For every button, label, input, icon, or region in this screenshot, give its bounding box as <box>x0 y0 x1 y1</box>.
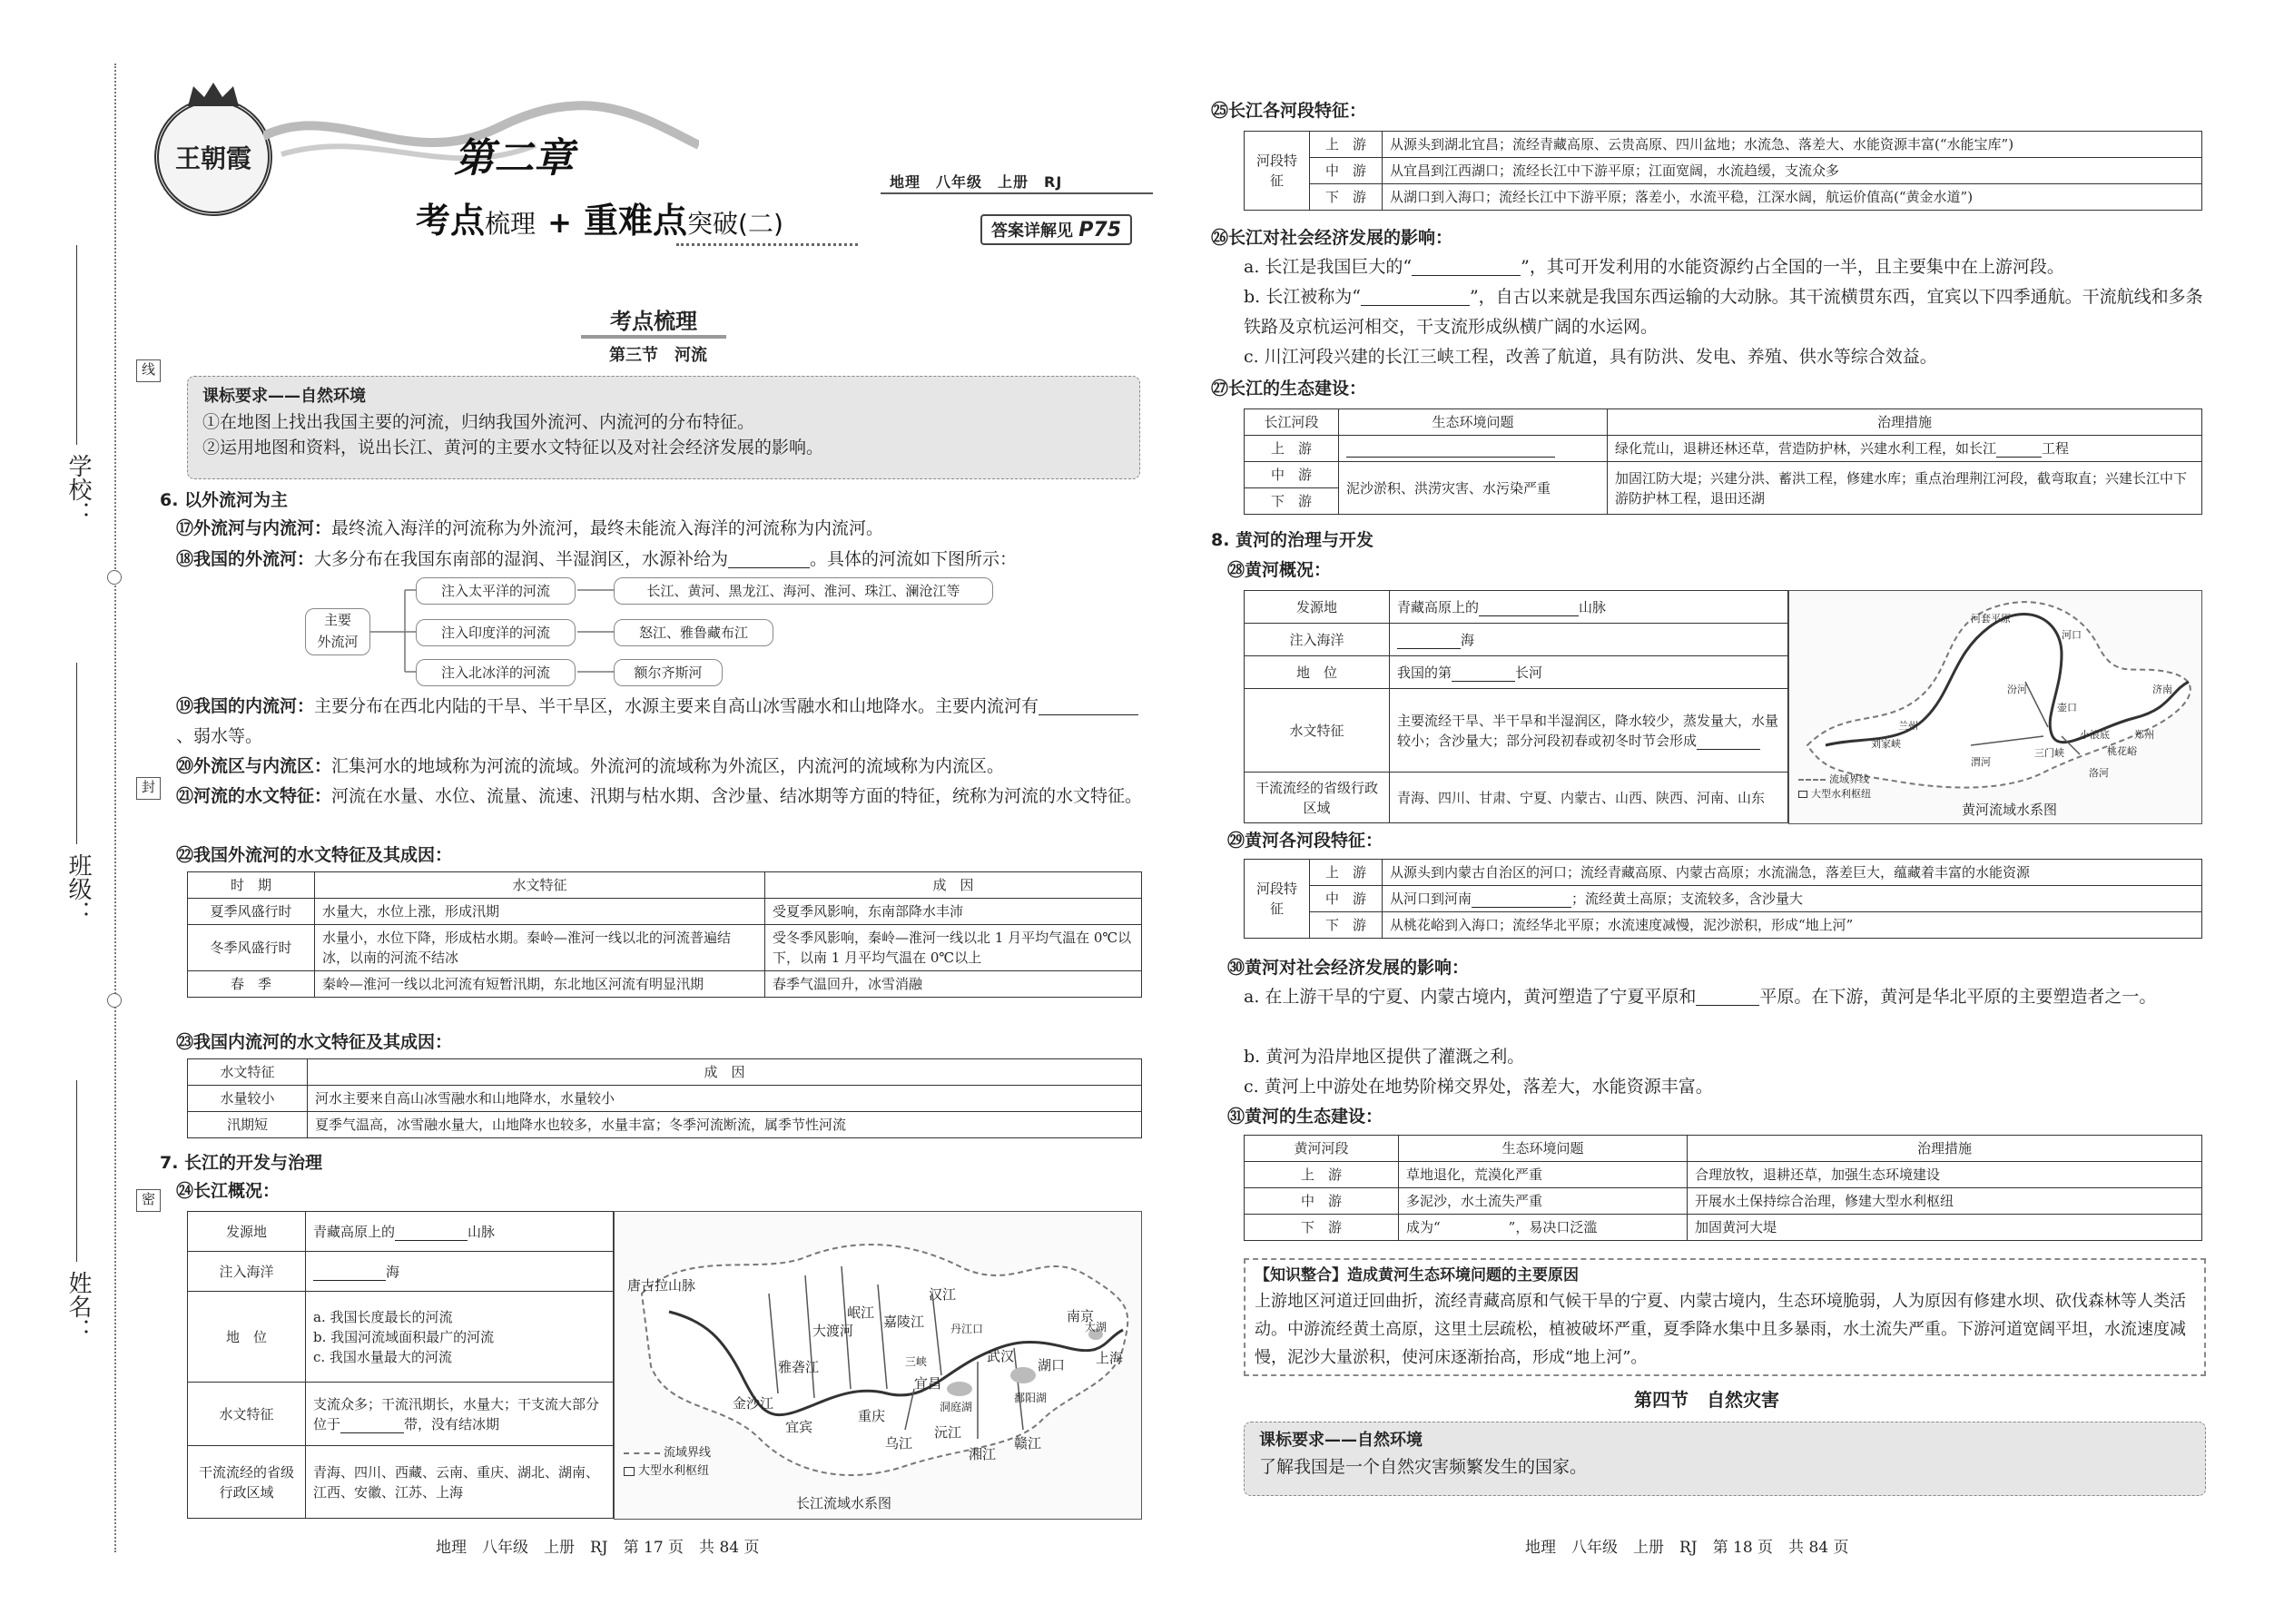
map-label: 唐古拉山脉 <box>627 1277 696 1294</box>
yangtze-basin-map <box>614 1211 1142 1520</box>
table-row: 水量较小 河水主要来自高山冰雪融水和山地降水，水量较小 <box>188 1086 1142 1112</box>
name-field[interactable] <box>76 1080 77 1262</box>
map-label: 鄱阳湖 <box>1014 1392 1048 1404</box>
map-label: 洞庭湖 <box>940 1401 973 1413</box>
map-legend: 流域界线 大型水利枢纽 <box>1798 773 1871 802</box>
school-field[interactable] <box>76 245 77 445</box>
map-legend: 流域界线 大型水利枢纽 <box>624 1444 711 1481</box>
table-outflow-hydrology <box>187 871 1142 998</box>
table-row: 干流流经的省级行政区域 青海、四川、甘肃、宁夏、内蒙古、山西、陕西、河南、山东 <box>1245 773 1788 823</box>
fill-blank[interactable] <box>728 552 810 568</box>
tree-branch: 注入太平洋的河流 <box>416 577 576 605</box>
table-row: 河段特征 上 游 从源头到湖北宜昌；流经青藏高原、云贵高原、四川盆地；水流急、落差大、水能资源丰富(“水能宝库”) <box>1245 132 2202 158</box>
table-row: 发源地 青藏高原上的 山脉 <box>1245 591 1788 624</box>
map-label: 河口 <box>2062 629 2082 641</box>
map-label: 岷江 <box>847 1304 875 1321</box>
map-label: 太湖 <box>1085 1321 1108 1334</box>
course-info-rule <box>881 192 1153 194</box>
fill-blank[interactable] <box>1697 733 1760 750</box>
table-yangtze-sections <box>1244 131 2202 211</box>
map-label: 汉江 <box>929 1286 957 1303</box>
table-row: 汛期短 夏季气温高，冰雪融水量大，山地降水也较多，水量丰富；冬季河流断流，属季节性河流 <box>188 1112 1142 1138</box>
table-header: 时 期 <box>188 872 315 899</box>
class-field[interactable] <box>76 663 77 844</box>
table-header: 成 因 <box>765 872 1142 899</box>
map-label: 南京 <box>1067 1308 1095 1324</box>
table-header: 生态环境问题 <box>1399 1136 1688 1162</box>
table-row: 地 位 我国的第 长河 <box>1245 656 1788 689</box>
table-row: 中 游 泥沙淤积、洪涝灾害、水污染严重 加固江防大堤；兴建分洪、蓄洪工程，修建水库；重点治理荆江河段，截弯取直；兴建长江中下游防护林工程，退田还湖 <box>1245 462 2202 488</box>
map-label: 湘江 <box>969 1446 997 1462</box>
table-row: 下 游 从湖口到入海口；流经长江中下游平原；落差小，水流平稳，江深水阔，航运价值高(“黄金水道”) <box>1245 184 2202 211</box>
map-label: 沅江 <box>934 1424 962 1441</box>
fill-blank[interactable] <box>1472 891 1571 908</box>
answer-reference: 答案详解见 P75 <box>980 214 1132 245</box>
fill-blank[interactable] <box>1397 633 1461 649</box>
tree-branch: 注入印度洋的河流 <box>416 619 576 646</box>
seal-mark-secret: 密 <box>136 1189 161 1212</box>
para-30-label: ㉚黄河对社会经济发展的影响： <box>1227 958 1470 978</box>
table-header: 黄河河段 <box>1245 1136 1399 1162</box>
para-30a: a. 在上游干旱的宁夏、内蒙古境内，黄河塑造了宁夏平原和 平原。在下游，黄河是华北平原的主要塑造者之一。 <box>1244 987 2157 1007</box>
name-label: 姓名： <box>64 1271 92 1342</box>
seal-mark-seal: 封 <box>136 777 161 800</box>
knowledge-integration-box <box>1244 1258 2206 1376</box>
map-label: 三门峡 <box>2034 747 2064 759</box>
title-underline <box>676 243 858 246</box>
map-label: 汾河 <box>2007 684 2027 695</box>
logo: 王朝霞 <box>154 98 272 216</box>
para-25-label: ㉕长江各河段特征： <box>1211 101 1367 121</box>
integration-title: 【知识整合】造成黄河生态环境问题的主要原因 <box>1255 1266 1579 1284</box>
table-header: 水文特征 <box>315 872 765 899</box>
table-row: 下 游 <box>1245 488 2202 515</box>
map-label: 洛河 <box>2089 767 2109 779</box>
heading-7: 7. 长江的开发与治理 <box>160 1153 323 1173</box>
table-row: 中 游 从河口到河南 ；流经黄土高原；支流较多，含沙量大 <box>1245 886 2202 912</box>
dam-icon <box>624 1467 635 1476</box>
binding-line <box>114 64 116 1552</box>
map-label: 金沙江 <box>733 1395 774 1412</box>
req-title: 课标要求——自然环境 <box>202 387 366 406</box>
map-label: 乌江 <box>885 1435 913 1452</box>
table-row: 水文特征 支流众多；干流汛期长，水量大；干支流大部分位于 带，没有结冰期 <box>188 1383 614 1446</box>
table-yellow-river-overview <box>1244 590 1788 823</box>
map-label: 宜宾 <box>785 1419 813 1435</box>
fill-blank[interactable] <box>1452 665 1515 682</box>
tree-branch: 注入北冰洋的河流 <box>416 659 576 686</box>
map-label: 赣江 <box>1014 1435 1042 1452</box>
para-19: ⑲我国的内流河：主要分布在西北内陆的干旱、半干旱区，水源主要来自高山冰雪融水和山地降水。主要内流河有、弱水等。 <box>176 692 1147 752</box>
map-label: 刘家峡 <box>1871 738 1901 750</box>
para-27-label: ㉗长江的生态建设： <box>1211 379 1367 399</box>
page-footer-right: 地理 八年级 上册 RJ 第 18 页 共 84 页 <box>1525 1539 1849 1557</box>
map-label: 重庆 <box>858 1408 886 1424</box>
para-21: ㉑河流的水文特征：河流在水量、水位、流量、流速、汛期与枯水期、含沙量、结冰期等方面的特征，统称为河流的水文特征。 <box>176 786 1143 806</box>
table-row: 下 游 从桃花峪到入海口；流经华北平原；水流速度减慢，泥沙淤积，形成“地上河” <box>1245 912 2202 939</box>
chapter-title: 第二章 <box>454 135 574 182</box>
table-header: 治理措施 <box>1608 409 2202 436</box>
page-footer-left: 地理 八年级 上册 RJ 第 17 页 共 84 页 <box>436 1539 760 1557</box>
para-29-label: ㉙黄河各河段特征： <box>1227 831 1383 851</box>
tree-leaf: 长江、黄河、黑龙江、海河、淮河、珠江、澜沧江等 <box>614 577 993 605</box>
para-31-label: ㉛黄河的生态建设： <box>1227 1107 1383 1127</box>
table-row: 冬季风盛行时 水量小，水位下降，形成枯水期。秦岭—淮河一线以北的河流普遍结冰，以南的河流不结冰 受冬季风影响，秦岭—淮河一线以北 1 月平均气温在 0℃以下，以南 1 月平均气温在 0℃以上 <box>188 925 1142 971</box>
tree-leaf: 怒江、雅鲁藏布江 <box>614 619 773 646</box>
section-banner: 考点梳理 <box>581 303 726 339</box>
fill-blank[interactable] <box>1479 600 1579 616</box>
table-row: 水文特征 主要流经干旱、半干旱和半湿润区，降水较少，蒸发量大，水量较小；含沙量大；部分河段初春或初冬时节会形成 <box>1245 689 1788 773</box>
map-label: 雅砻江 <box>778 1359 820 1375</box>
req-item: ①在地图上找出我国主要的河流，归纳我国外流河、内流河的分布特征。 <box>202 412 755 432</box>
table-row: 春 季 秦岭—淮河一线以北河流有短暂汛期，东北地区河流有明显汛期 春季气温回升，冰雪消融 <box>188 971 1142 998</box>
para-26-label: ㉖长江对社会经济发展的影响： <box>1211 228 1453 248</box>
binding-hole-icon <box>107 993 122 1008</box>
table-yangtze-overview <box>187 1211 614 1519</box>
map-label: 宜昌 <box>914 1375 942 1392</box>
para-18: ⑱我国的外流河：大多分布在我国东南部的湿润、半湿润区，水源补给为 。具体的河流如下图所示： <box>176 549 1018 569</box>
para-28-label: ㉘黄河概况： <box>1227 560 1332 580</box>
section-title: 第三节 河流 <box>609 346 707 365</box>
class-label: 班级： <box>64 853 92 924</box>
fill-blank[interactable] <box>1346 441 1555 458</box>
req-item: 了解我国是一个自然灾害频繁发生的国家。 <box>1259 1457 1588 1477</box>
school-label: 学校： <box>64 454 92 525</box>
para-26c: c. 川江河段兴建的长江三峡工程，改善了航道，具有防洪、发电、养殖、供水等综合效益。 <box>1244 347 1937 367</box>
table-row: 地 位 a. 我国长度最长的河流 b. 我国河流域面积最广的河流 c. 我国水量最大的河流 <box>188 1292 614 1383</box>
binding-margin <box>0 0 156 1624</box>
table-yellow-river-sections <box>1244 859 2202 939</box>
table-yangtze-ecology <box>1244 408 2202 515</box>
table-row: 下 游 成为“ ”，易决口泛滥 加固黄河大堤 <box>1245 1215 2202 1241</box>
para-30c: c. 黄河上中游处在地势阶梯交界处，落差大，水能资源丰富。 <box>1244 1077 1713 1097</box>
map-label: 郑州 <box>2134 729 2154 741</box>
map-label: 桃花峪 <box>2107 745 2137 757</box>
table-inland-hydrology <box>187 1058 1142 1138</box>
fill-blank[interactable] <box>395 1225 468 1241</box>
crown-icon <box>184 81 242 108</box>
table-header: 生态环境问题 <box>1339 409 1608 436</box>
map-title: 长江流域水系图 <box>796 1495 892 1511</box>
map-label: 上海 <box>1096 1350 1124 1366</box>
map-title: 黄河流域水系图 <box>1962 802 2058 818</box>
table-row: 发源地 青藏高原上的 山脉 <box>188 1212 614 1252</box>
binding-hole-icon <box>107 570 122 585</box>
table-row: 上 游 绿化荒山，退耕还林还草，营造防护林，兴建水利工程，如长江 工程 <box>1245 436 2202 462</box>
map-label: 河套平原 <box>1971 613 2011 625</box>
para-24-label: ㉔长江概况： <box>176 1181 281 1201</box>
course-info: 地理 八年级 上册 RJ <box>890 173 1063 191</box>
dam-icon <box>1798 791 1807 798</box>
table-row: 河段特征 上 游 从源头到内蒙古自治区的河口；流经青藏高原、内蒙古高原；水流湍急，落差巨大，蕴藏着丰富的水能资源 <box>1245 860 2202 886</box>
page-title: 考点梳理 + 重难点突破(二) <box>416 201 783 241</box>
req-title: 课标要求——自然环境 <box>1259 1431 1423 1450</box>
table-row: 注入海洋 海 <box>1245 624 1788 656</box>
fill-blank[interactable] <box>1996 441 2042 458</box>
map-label: 济南 <box>2152 684 2172 695</box>
para-20: ⑳外流区与内流区：汇集河水的地域称为河流的流域。外流河的流域称为外流区，内流河的流域称为内流区。 <box>176 756 1005 776</box>
seal-mark-line: 线 <box>136 359 161 382</box>
map-label: 渭河 <box>1971 756 1991 768</box>
fill-blank[interactable] <box>1696 989 1759 1006</box>
curriculum-requirement <box>187 376 1140 479</box>
table-row: 中 游 多泥沙，水土流失严重 开展水土保持综合治理，修建大型水利枢纽 <box>1245 1188 2202 1215</box>
integration-text: 上游地区河道迂回曲折，流经青藏高原和气候干旱的宁夏、内蒙古境内，生态环境脆弱，人为原因有修建水坝、砍伐森林等人类活动。中游流经黄土高原，这里土层疏松，植被破坏严重，夏季降水集中且多暴雨，水土流失严重。下游河道宽阔平坦，水流速度减慢，泥沙大量淤积，使河床逐渐抬高，形成“地上河”。 <box>1255 1292 2186 1367</box>
map-label: 大渡河 <box>812 1323 854 1339</box>
curriculum-requirement-4 <box>1244 1422 2206 1496</box>
table-header: 长江河段 <box>1245 409 1339 436</box>
map-label: 嘉陵江 <box>883 1314 925 1330</box>
map-label: 兰州 <box>1898 720 1918 732</box>
yellow-river-basin-map <box>1788 590 2202 824</box>
tree-leaf: 额尔齐斯河 <box>614 659 723 686</box>
table-header: 成 因 <box>308 1059 1142 1086</box>
fill-blank[interactable] <box>1039 699 1138 715</box>
heading-6: 6. 以外流河为主 <box>160 490 289 510</box>
table-row: 中 游 从宜昌到江西湖口；流经长江中下游平原；江面宽阔，水流趋缓，支流众多 <box>1245 158 2202 184</box>
map-label: 湖口 <box>1038 1357 1066 1373</box>
table-row: 干流流经的省级行政区域 青海、四川、西藏、云南、重庆、湖北、湖南、江西、安徽、江苏、上海 <box>188 1446 614 1519</box>
para-30b: b. 黄河为沿岸地区提供了灌溉之利。 <box>1244 1047 1525 1067</box>
fill-blank[interactable] <box>313 1265 386 1281</box>
table-row: 夏季风盛行时 水量大，水位上涨，形成汛期 受夏季风影响，东南部降水丰沛 <box>188 899 1142 925</box>
table-yellow-river-ecology <box>1244 1135 2202 1241</box>
outflow-river-tree <box>305 572 1004 690</box>
para-23-label: ㉓我国内流河的水文特征及其成因： <box>176 1032 453 1052</box>
map-label: 丹江口 <box>950 1323 984 1335</box>
map-label: 三峡 <box>905 1355 928 1368</box>
heading-8: 8. 黄河的治理与开发 <box>1211 530 1374 550</box>
table-header: 水文特征 <box>188 1059 308 1086</box>
req-item: ②运用地图和资料，说出长江、黄河的主要水文特征以及对社会经济发展的影响。 <box>202 438 824 458</box>
para-26b: b. 长江被称为“ ”，自古以来就是我国东西运输的大动脉。其干流横贯东西，宜宾以下四季通航。干流航线和多条铁路及京杭运河相交，干支流形成纵横广阔的水运网。 <box>1244 287 2203 337</box>
table-row: 上 游 草地退化，荒漠化严重 合理放牧，退耕还草，加强生态环境建设 <box>1245 1162 2202 1188</box>
fill-blank[interactable] <box>340 1417 404 1433</box>
map-label: 壶口 <box>2057 702 2077 714</box>
fill-blank[interactable] <box>1412 260 1521 276</box>
tree-root: 主要 外流河 <box>305 608 370 655</box>
table-row: 注入海洋 海 <box>188 1252 614 1292</box>
map-label: 小浪底 <box>2080 729 2110 741</box>
table-header: 治理措施 <box>1688 1136 2202 1162</box>
para-22-label: ㉒我国外流河的水文特征及其成因： <box>176 845 453 865</box>
para-26a: a. 长江是我国巨大的“ ”，其可开发利用的水能资源约占全国的一半，且主要集中在上游河段。 <box>1244 257 2064 277</box>
para-17: ⑰外流河与内流河：最终流入海洋的河流称为外流河，最终未能流入海洋的河流称为内流河。 <box>176 518 884 538</box>
map-label: 武汉 <box>987 1348 1015 1364</box>
section-title-4: 第四节 自然灾害 <box>1634 1389 1779 1411</box>
fill-blank[interactable] <box>1361 290 1470 306</box>
